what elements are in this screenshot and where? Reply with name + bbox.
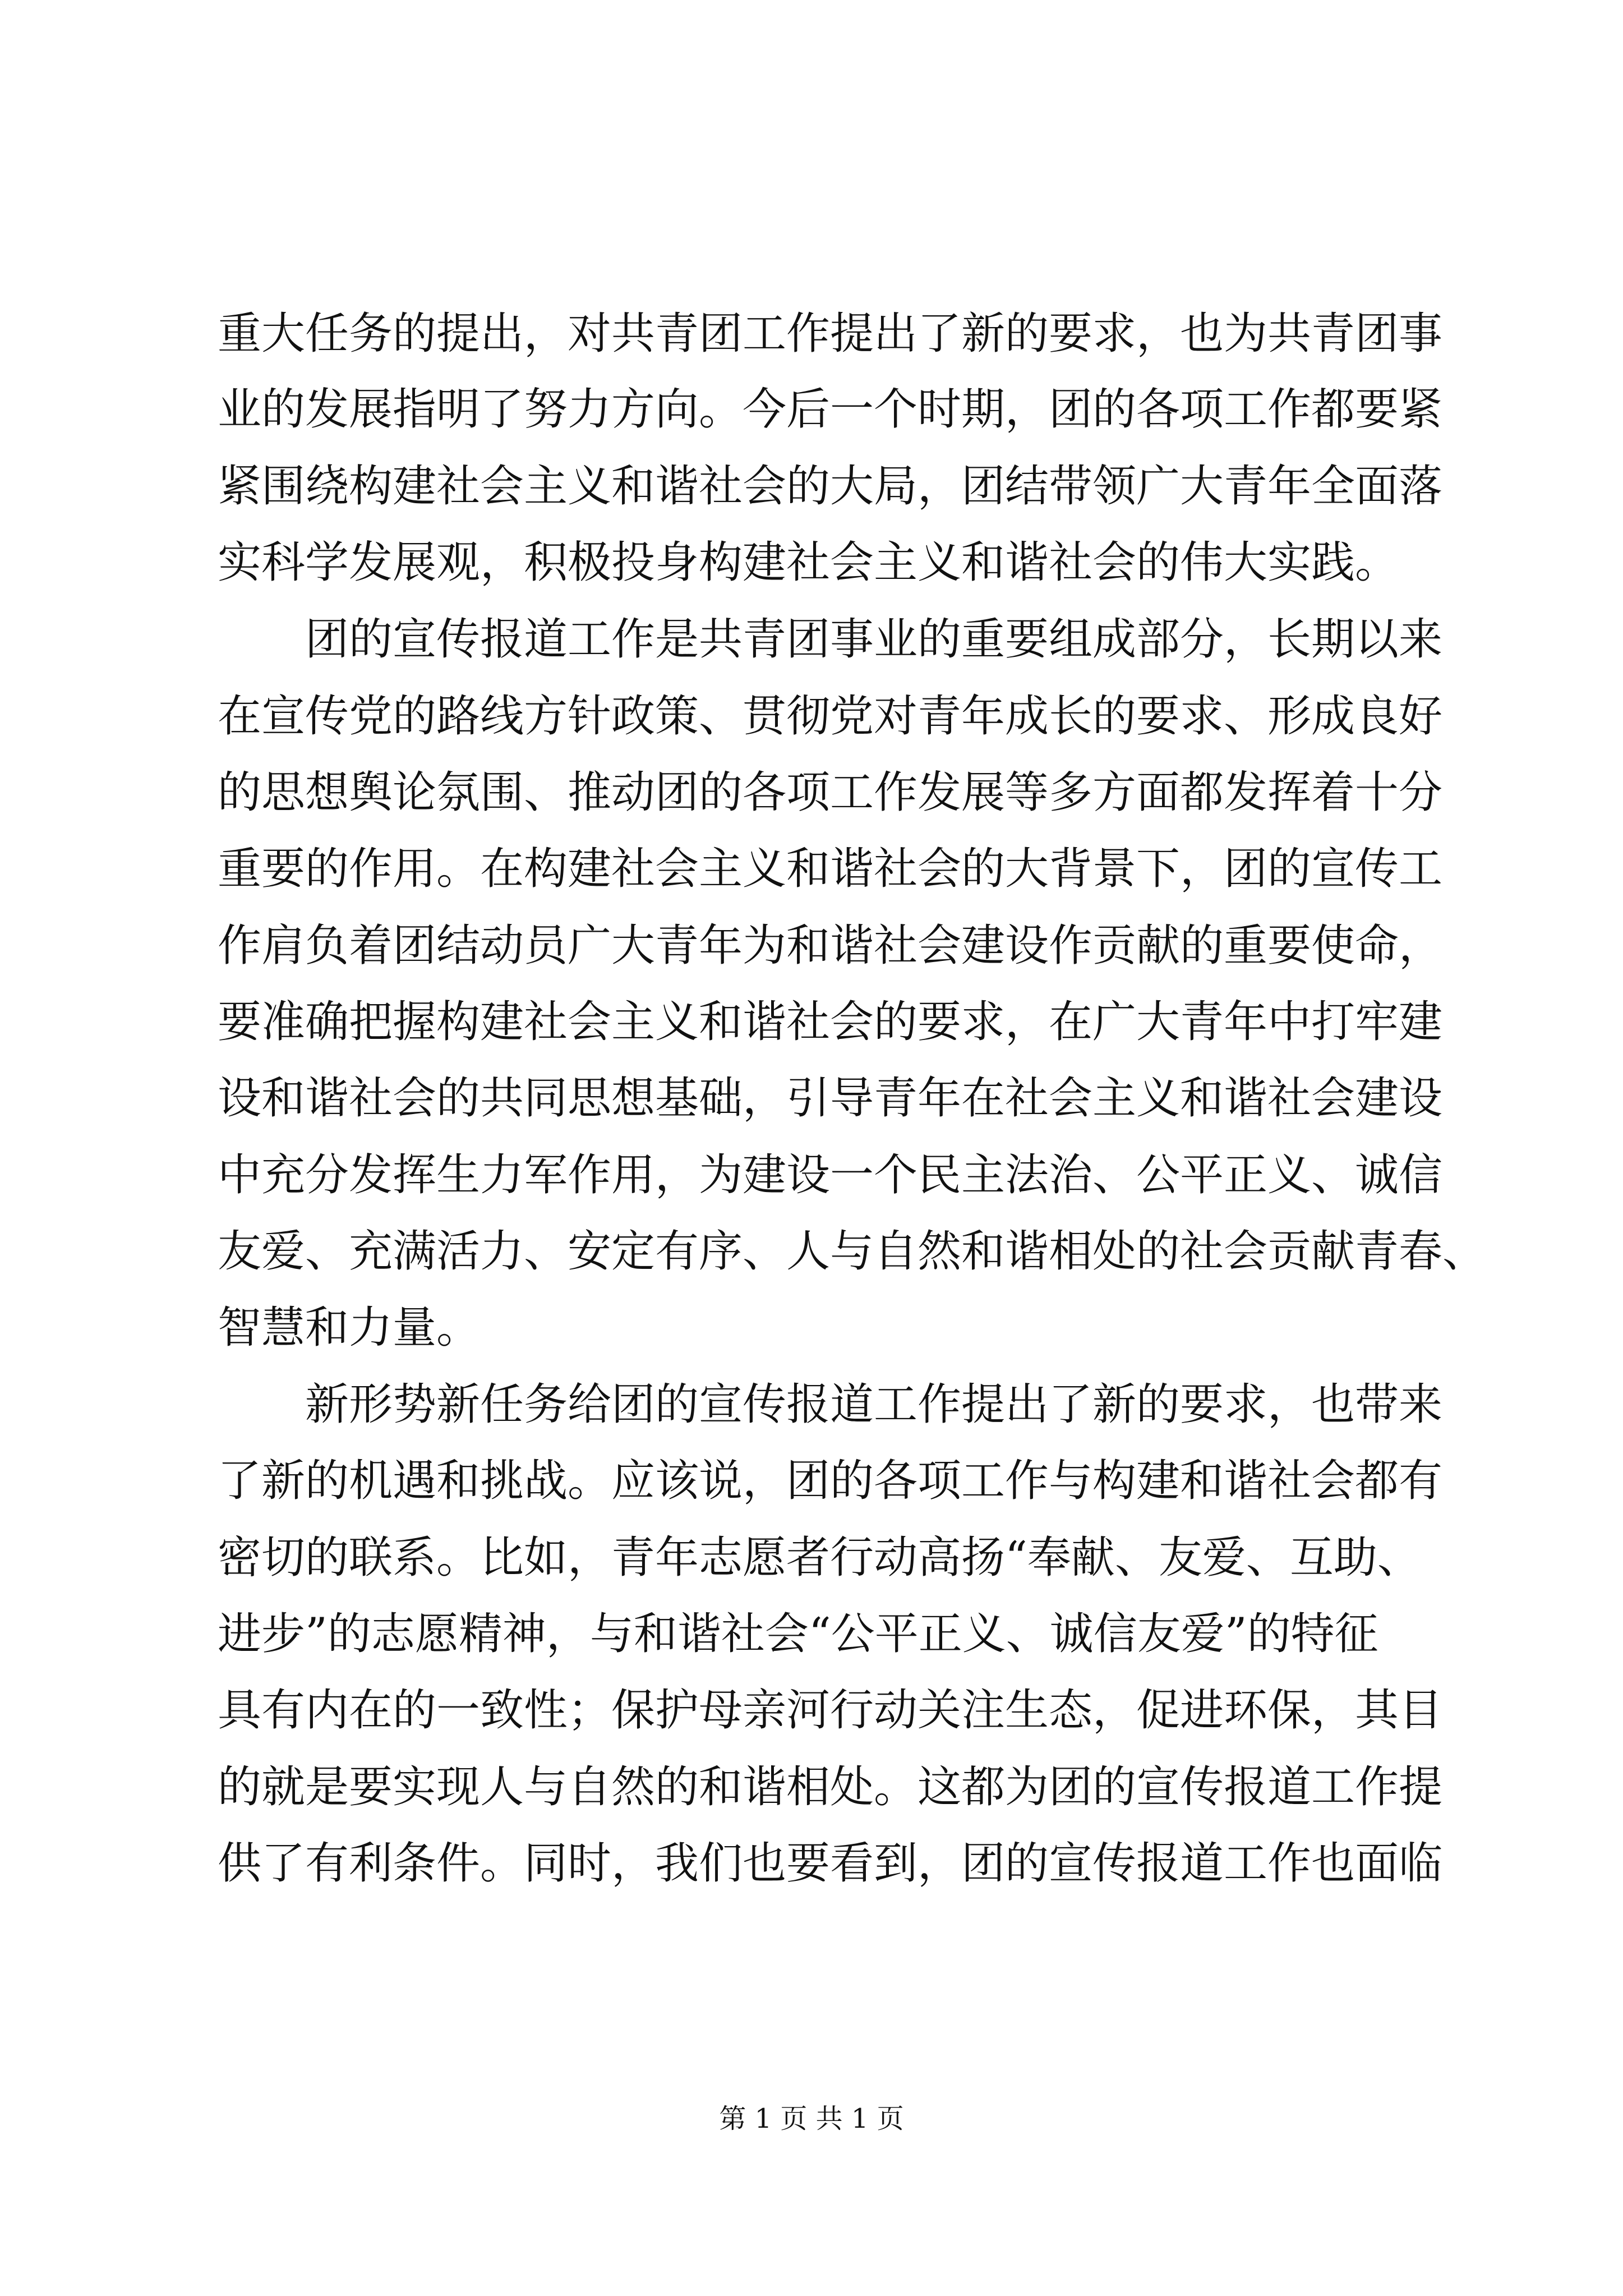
paragraph-1-line-4: 实科学发展观，积极投身构建社会主义和谐社会的伟大实践。 <box>218 537 1399 588</box>
paragraph-3-line-1: 新形势新任务给团的宣传报道工作提出了新的要求，也带来 <box>305 1379 1443 1430</box>
paragraph-2-line-10: 智慧和力量。 <box>218 1303 481 1353</box>
paragraph-3-line-6: 的就是要实现人与自然的和谐相处。这都为团的宣传报道工作提 <box>218 1762 1443 1812</box>
paragraph-2-line-6: 要准确把握构建社会主义和谐社会的要求，在广大青年中打牢建 <box>218 997 1443 1047</box>
paragraph-3-line-3: 密切的联系。比如，青年志愿者行动高扬“奉献、友爱、互助、 <box>218 1533 1421 1583</box>
paragraph-3-line-4: 进步”的志愿精神，与和谐社会“公平正义、诚信友爱”的特征 <box>218 1609 1378 1659</box>
paragraph-1-line-1: 重大任务的提出，对共青团工作提出了新的要求，也为共青团事 <box>218 309 1443 359</box>
paragraph-2-line-5: 作肩负着团结动员广大青年为和谐社会建设作贡献的重要使命， <box>218 921 1443 971</box>
paragraph-3-line-7: 供了有利条件。同时，我们也要看到，团的宣传报道工作也面临 <box>218 1838 1443 1889</box>
paragraph-2-line-2: 在宣传党的路线方针政策、贯彻党对青年成长的要求、形成良好 <box>218 691 1443 742</box>
paragraph-3-line-5: 具有内在的一致性；保护母亲河行动关注生态，促进环保，其目 <box>218 1685 1443 1736</box>
paragraph-2-line-4: 重要的作用。在构建社会主义和谐社会的大背景下，团的宣传工 <box>218 844 1443 894</box>
paragraph-2-line-8: 中充分发挥生力军作用，为建设一个民主法治、公平正义、诚信 <box>218 1150 1443 1200</box>
paragraph-2-line-9: 友爱、充满活力、安定有序、人与自然和谐相处的社会贡献青春、 <box>218 1226 1487 1277</box>
paragraph-2-line-1: 团的宣传报道工作是共青团事业的重要组成部分，长期以来 <box>305 614 1443 665</box>
page-number-footer: 第 1 页 共 1 页 <box>719 2103 904 2134</box>
paragraph-1-line-3: 紧围绕构建社会主义和谐社会的大局，团结带领广大青年全面落 <box>218 461 1443 512</box>
paragraph-3-line-2: 了新的机遇和挑战。应该说，团的各项工作与构建和谐社会都有 <box>218 1456 1443 1506</box>
paragraph-2-line-3: 的思想舆论氛围、推动团的各项工作发展等多方面都发挥着十分 <box>218 767 1443 818</box>
paragraph-1-line-2: 业的发展指明了努力方向。今后一个时期，团的各项工作都要紧 <box>218 384 1443 435</box>
paragraph-2-line-7: 设和谐社会的共同思想基础，引导青年在社会主义和谐社会建设 <box>218 1073 1443 1124</box>
